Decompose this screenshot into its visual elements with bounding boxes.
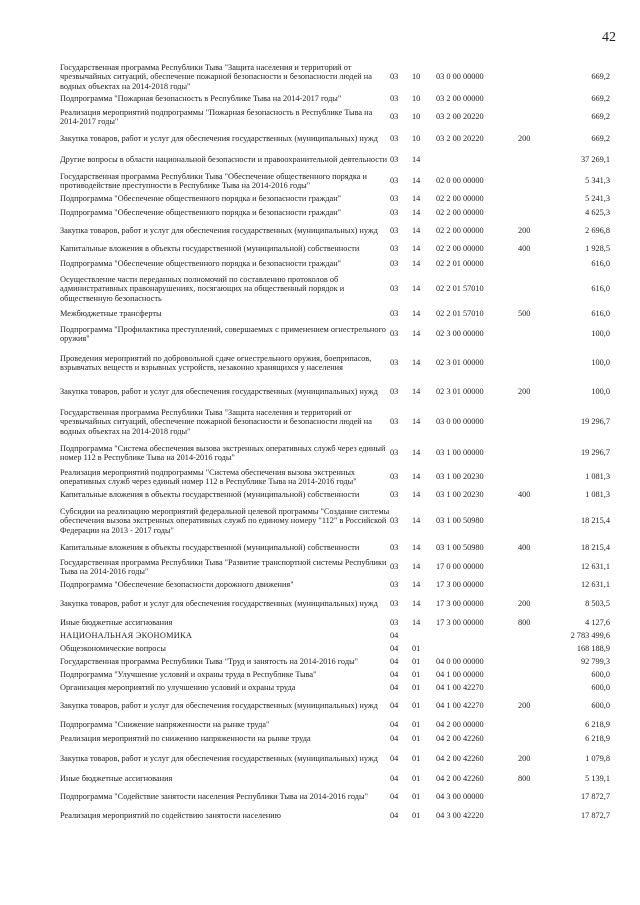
- row-expense-type: 200: [518, 701, 531, 711]
- row-section: 04: [390, 682, 399, 692]
- row-subsection: 01: [412, 792, 421, 802]
- row-amount: 4 127,6: [585, 618, 610, 628]
- row-section: 04: [390, 811, 399, 821]
- row-article: 17 3 00 00000: [436, 618, 484, 628]
- row-section: 04: [390, 754, 399, 764]
- row-article: 03 0 00 00000: [436, 72, 484, 82]
- row-subsection: 14: [412, 284, 421, 294]
- row-name: НАЦИОНАЛЬНАЯ ЭКОНОМИКА: [60, 631, 193, 641]
- row-amount: 669,2: [591, 134, 610, 144]
- row-article: 04 3 00 42220: [436, 811, 484, 821]
- table-row: [60, 732, 610, 746]
- row-article: 03 1 00 20230: [436, 472, 484, 482]
- row-amount: 12 631,1: [580, 580, 610, 590]
- table-row: [60, 322, 610, 346]
- row-subsection: 01: [412, 774, 421, 784]
- row-article: 02 2 01 57010: [436, 309, 484, 319]
- row-expense-type: 200: [518, 134, 531, 144]
- row-name: Закупка товаров, работ и услуг для обеспечения государственных (муниципальных) нужд: [60, 226, 378, 236]
- row-section: 03: [390, 194, 399, 204]
- row-expense-type: 200: [518, 599, 531, 609]
- row-section: 04: [390, 669, 399, 679]
- row-subsection: 14: [412, 176, 421, 186]
- row-expense-type: [518, 578, 550, 592]
- table-row: [60, 642, 610, 655]
- row-name: Капитальные вложения в объекты государственной (муниципальной) собственности: [60, 543, 360, 553]
- row-name: Закупка товаров, работ и услуг для обеспечения государственных (муниципальных) нужд: [60, 387, 378, 397]
- row-article: 04 1 00 42270: [436, 682, 484, 692]
- row-amount: 18 215,4: [580, 516, 610, 526]
- row-section: 03: [390, 448, 399, 458]
- row-subsection: [412, 630, 436, 642]
- row-name: Закупка товаров, работ и услуг для обеспечения государственных (муниципальных) нужд: [60, 754, 378, 764]
- row-section: 03: [390, 244, 399, 254]
- table-row: [60, 206, 610, 220]
- row-name: Капитальные вложения в объекты государственной (муниципальной) собственности: [60, 490, 360, 500]
- row-article: 02 2 01 00000: [436, 259, 484, 269]
- row-subsection: 10: [412, 72, 421, 82]
- row-name: Иные бюджетные ассигнования: [60, 774, 173, 784]
- row-subsection: 01: [412, 720, 421, 730]
- row-amount: 8 503,5: [585, 599, 610, 609]
- row-name: Организация мероприятий по улучшению условий и охраны труда: [60, 682, 296, 692]
- row-article: 04 2 00 42260: [436, 754, 484, 764]
- row-amount: 17 872,7: [580, 811, 610, 821]
- row-subsection: 14: [412, 516, 421, 526]
- table-row: [60, 488, 610, 502]
- row-article: 03 2 00 20220: [436, 112, 484, 122]
- row-subsection: 01: [412, 754, 421, 764]
- row-amount: 669,2: [591, 94, 610, 104]
- row-article: 02 0 00 00000: [436, 176, 484, 186]
- row-article: 17 3 00 00000: [436, 580, 484, 590]
- row-section: 03: [390, 618, 399, 628]
- row-name: Государственная программа Республики Тыва "Защита населения и территорий от чрезвычайных ситуаций, обеспечение пожарной безопасности и безопасности людей на водных объектах на 2014-2018 годы": [60, 62, 372, 91]
- row-section: 03: [390, 358, 399, 368]
- row-expense-type: [518, 404, 550, 440]
- row-expense-type: 200: [518, 226, 531, 236]
- row-section: 03: [390, 112, 399, 122]
- row-subsection: 14: [412, 259, 421, 269]
- row-name: Подпрограмма "Снижение напряженности на рынке труда": [60, 720, 270, 730]
- row-article: 03 1 00 00000: [436, 448, 484, 458]
- row-section: 03: [390, 134, 399, 144]
- row-amount: 100,0: [591, 387, 610, 397]
- row-section: 04: [390, 720, 399, 730]
- row-section: 03: [390, 580, 399, 590]
- row-expense-type: [518, 206, 550, 220]
- row-amount: 1 079,8: [585, 754, 610, 764]
- table-row: [60, 655, 610, 668]
- row-name: Подпрограмма "Улучшение условий и охраны труда в Республике Тыва": [60, 669, 317, 679]
- row-expense-type: [518, 440, 550, 466]
- row-name: Проведения мероприятий по добровольной сдаче огнестрельного оружия, боеприпасов, взрывчатых веществ и взрывных устройств, незаконно хранящихся у населения: [60, 353, 372, 372]
- row-section: 03: [390, 309, 399, 319]
- row-subsection: 14: [412, 244, 421, 254]
- row-subsection: 14: [412, 155, 421, 165]
- row-article: 03 1 00 50980: [436, 516, 484, 526]
- row-amount: 37 269,1: [580, 155, 610, 165]
- row-amount: 18 215,4: [580, 543, 610, 553]
- row-section: 03: [390, 472, 399, 482]
- row-section: 03: [390, 176, 399, 186]
- row-section: 03: [390, 94, 399, 104]
- row-expense-type: [518, 150, 550, 170]
- row-subsection: 01: [412, 656, 421, 666]
- row-amount: 669,2: [591, 72, 610, 82]
- row-name: Подпрограмма "Обеспечение безопасности дорожного движения": [60, 580, 294, 590]
- row-expense-type: [518, 62, 550, 92]
- page-number: 42: [602, 30, 616, 45]
- row-amount: 1 081,3: [585, 472, 610, 482]
- row-article: 02 2 01 57010: [436, 284, 484, 294]
- row-article: 04 2 00 42260: [436, 734, 484, 744]
- row-amount: 168 188,9: [576, 643, 610, 653]
- row-amount: 600,0: [591, 669, 610, 679]
- row-subsection: 14: [412, 194, 421, 204]
- row-section: 03: [390, 259, 399, 269]
- row-name: Реализация мероприятий по содействию занятости населению: [60, 811, 281, 821]
- row-name: Капитальные вложения в объекты государственной (муниципальной) собственности: [60, 244, 360, 254]
- row-amount: 600,0: [591, 682, 610, 692]
- row-section: 04: [390, 631, 399, 641]
- row-amount: 6 218,9: [585, 720, 610, 730]
- table-row: [60, 556, 610, 578]
- row-subsection: 14: [412, 543, 421, 553]
- table-row: [60, 694, 610, 718]
- table-row: [60, 540, 610, 556]
- row-amount: 100,0: [591, 358, 610, 368]
- row-article: 02 2 00 00000: [436, 226, 484, 236]
- row-article: 02 3 01 00000: [436, 387, 484, 397]
- row-name: Другие вопросы в области национальной безопасности и правоохранительной деятельности: [60, 155, 388, 165]
- row-section: 03: [390, 72, 399, 82]
- row-section: 04: [390, 734, 399, 744]
- row-subsection: 14: [412, 448, 421, 458]
- table-row: [60, 786, 610, 808]
- table-row: [60, 128, 610, 150]
- row-expense-type: [518, 786, 550, 808]
- row-expense-type: [518, 322, 550, 346]
- row-section: 03: [390, 155, 399, 165]
- row-section: 03: [390, 387, 399, 397]
- row-section: 03: [390, 562, 399, 572]
- row-subsection: 01: [412, 701, 421, 711]
- row-expense-type: 200: [518, 754, 531, 764]
- row-expense-type: [518, 681, 550, 694]
- row-amount: 6 218,9: [585, 734, 610, 744]
- row-section: 04: [390, 701, 399, 711]
- row-amount: 1 928,5: [585, 244, 610, 254]
- row-subsection: 14: [412, 490, 421, 500]
- row-section: 03: [390, 329, 399, 339]
- row-amount: 5 139,1: [585, 774, 610, 784]
- row-subsection: 14: [412, 208, 421, 218]
- row-article: [436, 642, 518, 655]
- row-section: 04: [390, 656, 399, 666]
- table-row: [60, 404, 610, 440]
- row-article: 04 1 00 00000: [436, 669, 484, 679]
- row-article: 04 1 00 42270: [436, 701, 484, 711]
- row-name: Субсидии на реализацию мероприятий федеральной целевой программы "Создание системы обеспечения вызова экстренных оперативных служб по единому номеру "112" в Российской Федерации на 2013 - 2017 годы": [60, 506, 390, 535]
- row-article: 03 1 00 50980: [436, 543, 484, 553]
- row-amount: 600,0: [591, 701, 610, 711]
- row-expense-type: [518, 668, 550, 681]
- table-row: [60, 502, 610, 540]
- row-expense-type: [518, 256, 550, 272]
- table-row: [60, 62, 610, 92]
- row-section: 03: [390, 208, 399, 218]
- row-expense-type: 800: [518, 774, 531, 784]
- row-name: Общеэкономические вопросы: [60, 643, 166, 653]
- row-article: 02 3 01 00000: [436, 358, 484, 368]
- row-subsection: 14: [412, 562, 421, 572]
- row-expense-type: [518, 556, 550, 578]
- row-section: 04: [390, 643, 399, 653]
- row-expense-type: 500: [518, 309, 531, 319]
- row-subsection: 01: [412, 643, 421, 653]
- row-section: 03: [390, 284, 399, 294]
- row-section: 03: [390, 417, 399, 427]
- row-expense-type: [518, 655, 550, 668]
- row-name: Государственная программа Республики Тыва "Защита населения и территорий от чрезвычайных ситуаций, обеспечение пожарной безопасности и безопасности людей на водных объектах на 2014-2018 годы": [60, 407, 372, 436]
- row-expense-type: [518, 106, 550, 128]
- row-subsection: 14: [412, 309, 421, 319]
- row-article: 04 3 00 00000: [436, 792, 484, 802]
- row-article: 02 2 00 00000: [436, 194, 484, 204]
- row-article: 17 3 00 00000: [436, 599, 484, 609]
- row-name: Подпрограмма "Обеспечение общественного порядка и безопасности граждан": [60, 259, 342, 269]
- row-amount: 4 625,3: [585, 208, 610, 218]
- row-article: 03 2 00 20220: [436, 134, 484, 144]
- row-expense-type: [518, 502, 550, 540]
- row-expense-type: [518, 808, 550, 824]
- row-subsection: 01: [412, 669, 421, 679]
- row-amount: 616,0: [591, 309, 610, 319]
- table-row: [60, 150, 610, 170]
- row-expense-type: [518, 630, 550, 642]
- row-amount: 12 631,1: [580, 562, 610, 572]
- row-expense-type: 200: [518, 387, 531, 397]
- row-subsection: 14: [412, 358, 421, 368]
- row-amount: 5 341,3: [585, 176, 610, 186]
- row-name: Закупка товаров, работ и услуг для обеспечения государственных (муниципальных) нужд: [60, 701, 378, 711]
- table-row: [60, 630, 610, 642]
- row-name: Реализация мероприятий по снижению напряженности на рынке труда: [60, 734, 311, 744]
- row-name: Подпрограмма "Профилактика преступлений, совершаемых с применением огнестрельного оружия": [60, 324, 386, 343]
- row-amount: 1 081,3: [585, 490, 610, 500]
- row-article: 04 0 00 00000: [436, 656, 484, 666]
- row-subsection: 14: [412, 417, 421, 427]
- row-name: Иные бюджетные ассигнования: [60, 618, 173, 628]
- row-article: 02 3 00 00000: [436, 329, 484, 339]
- row-name: Закупка товаров, работ и услуг для обеспечения государственных (муниципальных) нужд: [60, 599, 378, 609]
- table-row: [60, 592, 610, 616]
- row-expense-type: 400: [518, 490, 531, 500]
- row-subsection: 01: [412, 811, 421, 821]
- table-row: [60, 380, 610, 404]
- row-name: Подпрограмма "Обеспечение общественного порядка и безопасности граждан": [60, 208, 342, 218]
- row-expense-type: [518, 192, 550, 206]
- row-amount: 2 696,8: [585, 226, 610, 236]
- table-row: [60, 220, 610, 242]
- row-expense-type: [518, 346, 550, 380]
- row-amount: 616,0: [591, 284, 610, 294]
- row-expense-type: 400: [518, 543, 531, 553]
- row-amount: 616,0: [591, 259, 610, 269]
- row-subsection: 14: [412, 580, 421, 590]
- row-expense-type: [518, 642, 550, 655]
- row-article: [436, 150, 518, 170]
- row-section: 04: [390, 774, 399, 784]
- table-row: [60, 616, 610, 630]
- table-row: [60, 668, 610, 681]
- table-row: [60, 346, 610, 380]
- table-row: [60, 272, 610, 306]
- row-article: 02 2 00 00000: [436, 208, 484, 218]
- row-amount: 5 241,3: [585, 194, 610, 204]
- table-row: [60, 772, 610, 786]
- row-amount: 100,0: [591, 329, 610, 339]
- table-row: [60, 681, 610, 694]
- row-name: Межбюджетные трансферты: [60, 309, 162, 319]
- row-amount: 19 296,7: [580, 448, 610, 458]
- row-subsection: 14: [412, 226, 421, 236]
- row-amount: 17 872,7: [580, 792, 610, 802]
- row-section: 04: [390, 792, 399, 802]
- row-subsection: 10: [412, 94, 421, 104]
- row-name: Государственная программа Республики Тыва "Обеспечение общественного порядка и противодействие преступности в Республике Тыва на 2014-2016 годы": [60, 171, 367, 190]
- row-section: 03: [390, 599, 399, 609]
- row-subsection: 01: [412, 682, 421, 692]
- row-name: Подпрограмма "Система обеспечения вызова экстренных оперативных служб через единый номер 112 в Республике Тыва на 2014-2016 годы": [60, 443, 386, 462]
- table-row: [60, 92, 610, 106]
- row-subsection: 14: [412, 472, 421, 482]
- row-article: 17 0 00 00000: [436, 562, 484, 572]
- row-section: 03: [390, 490, 399, 500]
- row-expense-type: [518, 466, 550, 488]
- row-expense-type: 800: [518, 618, 531, 628]
- table-row: [60, 192, 610, 206]
- row-subsection: 14: [412, 599, 421, 609]
- table-row: [60, 466, 610, 488]
- table-row: [60, 242, 610, 256]
- row-amount: 2 783 499,6: [570, 631, 610, 641]
- row-article: 02 2 00 00000: [436, 244, 484, 254]
- row-subsection: 14: [412, 618, 421, 628]
- table-row: [60, 746, 610, 772]
- row-amount: 92 799,3: [580, 656, 610, 666]
- row-name: Государственная программа Республики Тыва "Развитие транспортной системы Республики Тыва на 2014-2016 годы": [60, 557, 387, 576]
- table-row: [60, 578, 610, 592]
- table-row: [60, 718, 610, 732]
- row-article: 03 2 00 00000: [436, 94, 484, 104]
- row-amount: 669,2: [591, 112, 610, 122]
- table-row: [60, 170, 610, 192]
- row-name: Осуществление части переданных полномочий по составлению протоколов об административных правонарушениях, посягающих на общественный порядок и общественную безопасность: [60, 274, 345, 303]
- row-amount: 19 296,7: [580, 417, 610, 427]
- row-expense-type: 400: [518, 244, 531, 254]
- row-section: 03: [390, 516, 399, 526]
- row-name: Подпрограмма "Пожарная безопасность в Республике Тыва на 2014-2017 годы": [60, 94, 342, 104]
- row-expense-type: [518, 170, 550, 192]
- budget-table: [60, 62, 610, 824]
- row-section: 03: [390, 543, 399, 553]
- table-row: [60, 306, 610, 322]
- row-subsection: 01: [412, 734, 421, 744]
- row-article: [436, 630, 518, 642]
- row-subsection: 10: [412, 112, 421, 122]
- table-row: [60, 440, 610, 466]
- row-name: Реализация мероприятий подпрограммы "Пожарная безопасность в Республике Тыва на 2014-2017 годы": [60, 107, 373, 126]
- row-expense-type: [518, 732, 550, 746]
- row-subsection: 10: [412, 134, 421, 144]
- row-name: Реализация мероприятий подпрограммы "Система обеспечения вызова экстренных оперативных служб через единый номер 112 в Республике Тыва на 2014-2016 годы": [60, 467, 357, 486]
- row-subsection: 14: [412, 329, 421, 339]
- table-row: [60, 106, 610, 128]
- row-name: Государственная программа Республики Тыва "Труд и занятость на 2014-2016 годы": [60, 656, 359, 666]
- row-article: 03 1 00 20230: [436, 490, 484, 500]
- budget-table-body: [60, 62, 610, 824]
- row-name: Подпрограмма "Содействие занятости населения Республики Тыва на 2014-2016 годы": [60, 792, 368, 802]
- row-section: 03: [390, 226, 399, 236]
- row-article: 03 0 00 00000: [436, 417, 484, 427]
- row-expense-type: [518, 718, 550, 732]
- row-name: Подпрограмма "Обеспечение общественного порядка и безопасности граждан": [60, 194, 342, 204]
- row-expense-type: [518, 92, 550, 106]
- row-expense-type: [518, 272, 550, 306]
- table-row: [60, 256, 610, 272]
- table-row: [60, 808, 610, 824]
- row-article: 04 2 00 00000: [436, 720, 484, 730]
- row-article: 04 2 00 42260: [436, 774, 484, 784]
- row-subsection: 14: [412, 387, 421, 397]
- row-name: Закупка товаров, работ и услуг для обеспечения государственных (муниципальных) нужд: [60, 134, 378, 144]
